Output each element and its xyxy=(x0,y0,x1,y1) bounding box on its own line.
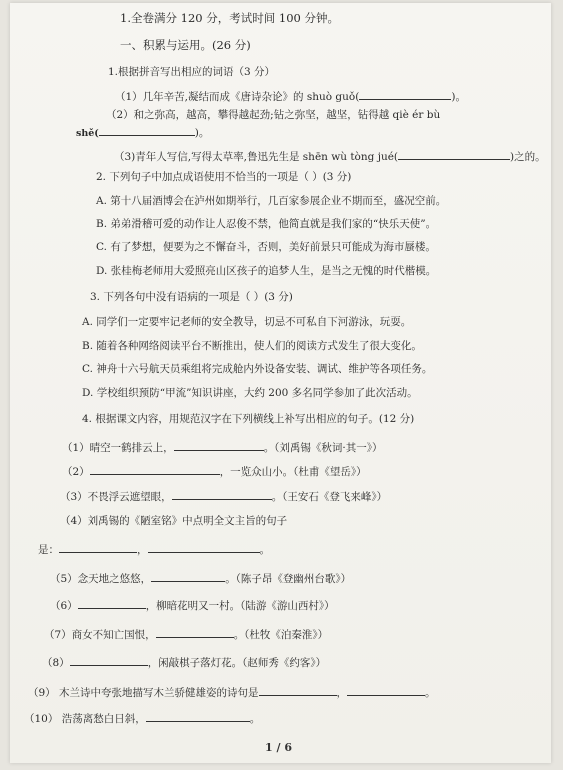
q4-item7: （7）商女不知亡国恨， 。（杜牧《泊秦淮》） xyxy=(44,626,328,642)
q4-item4: （4）刘禹锡的《陋室铭》中点明全文主旨的句子 xyxy=(60,515,288,527)
q2-title: 2. 下列句子中加点成语使用不恰当的一项是（ ）(3 分) xyxy=(96,171,352,183)
q3-option-a: A. 同学们一定要牢记老师的安全教导，切忌不可私自下河游泳，玩耍。 xyxy=(82,316,412,328)
q4-item4-blank-1[interactable] xyxy=(59,541,137,553)
q2-option-b: B. 弟弟滑稽可爱的动作让人忍俊不禁，他简直就是我们家的“快乐天使”。 xyxy=(96,218,437,230)
q4-item6: （6） ，柳暗花明又一村。（陆游《游山西村》） xyxy=(50,597,335,613)
q4-item1: （1）晴空一鹤排云上， 。（刘禹锡《秋词·其一》） xyxy=(62,439,383,455)
q4-item7-blank[interactable] xyxy=(156,626,234,638)
q4-item2: （2） ，一览众山小。（杜甫《望岳》） xyxy=(62,463,367,479)
q4-item8: （8） ，闲敲棋子落灯花。（赵师秀《约客》） xyxy=(42,654,326,670)
q4-item2-blank[interactable] xyxy=(90,463,220,475)
q1-item2-blank[interactable] xyxy=(99,124,195,136)
q4-item5: （5）念天地之悠悠， 。（陈子昂《登幽州台歌》） xyxy=(50,570,351,586)
q4-item10: （10） 浩荡离愁白日斜， 。 xyxy=(24,710,260,726)
q4-item10-blank[interactable] xyxy=(146,710,250,722)
q4-item9: （9） 木兰诗中夸张地描写木兰骄健雄姿的诗句是 ， 。 xyxy=(28,684,436,700)
q4-item3-blank[interactable] xyxy=(172,488,272,500)
q1-title: 1.根据拼音写出相应的词语（3 分） xyxy=(108,66,276,78)
q4-item9-blank-1[interactable] xyxy=(259,684,337,696)
q4-item1-blank[interactable] xyxy=(174,439,264,451)
q1-item2-line1: （2）和之弥高，越高，攀得越起劲;钻之弥坚，越坚，钻得越 qiè ér bù xyxy=(106,109,441,121)
q2-option-d: D. 张桂梅老师用大爱照亮山区孩子的追梦人生，是当之无愧的时代楷模。 xyxy=(96,265,437,277)
q4-title: 4. 根据课文内容，用规范汉字在下列横线上补写出相应的句子。(12 分) xyxy=(82,413,415,425)
q1-item1: （1）几年辛苦,凝结而成《唐诗杂论》的 shuò guǒ( )。 xyxy=(115,88,466,104)
section-heading: 一、积累与运用。(26 分) xyxy=(120,38,251,52)
q3-title: 3. 下列各句中没有语病的一项是（ ）(3 分) xyxy=(90,291,293,303)
page-number: 1 / 6 xyxy=(265,741,292,754)
q1-item3-blank[interactable] xyxy=(398,148,510,160)
q4-item5-blank[interactable] xyxy=(151,570,225,582)
exam-instruction: 1.全卷满分 120 分，考试时间 100 分钟。 xyxy=(120,11,339,25)
q2-option-c: C. 有了梦想，便要为之不懈奋斗，否则，美好前景只可能成为海市蜃楼。 xyxy=(96,241,436,253)
q4-item9-blank-2[interactable] xyxy=(347,684,425,696)
q1-item1-blank[interactable] xyxy=(359,88,451,100)
q1-item3: （3)青年人写信,写得太草率,鲁迅先生是 shēn wù tòng jué( )之的。 xyxy=(114,148,546,164)
q3-option-b: B. 随着各种网络阅读平台不断推出，使人们的阅读方式发生了很大变化。 xyxy=(82,340,422,352)
q2-option-a: A. 第十八届酒博会在泸州如期举行，几百家参展企业不期而至，盛况空前。 xyxy=(96,195,447,207)
exam-page xyxy=(10,3,551,763)
q4-item4-answer: 是： ， 。 xyxy=(38,541,270,557)
q1-item2-line2: shě( )。 xyxy=(76,124,209,140)
q4-item3: （3）不畏浮云遮望眼， 。（王安石《登飞来峰》） xyxy=(60,488,387,504)
q4-item4-blank-2[interactable] xyxy=(148,541,260,553)
q3-option-d: D. 学校组织预防“甲流”知识讲座，大约 200 多名同学参加了此次活动。 xyxy=(82,387,418,399)
q3-option-c: C. 神舟十六号航天员乘组将完成舱内外设备安装、调试、维护等各项任务。 xyxy=(82,363,433,375)
q4-item8-blank[interactable] xyxy=(70,654,148,666)
q4-item6-blank[interactable] xyxy=(78,597,146,609)
